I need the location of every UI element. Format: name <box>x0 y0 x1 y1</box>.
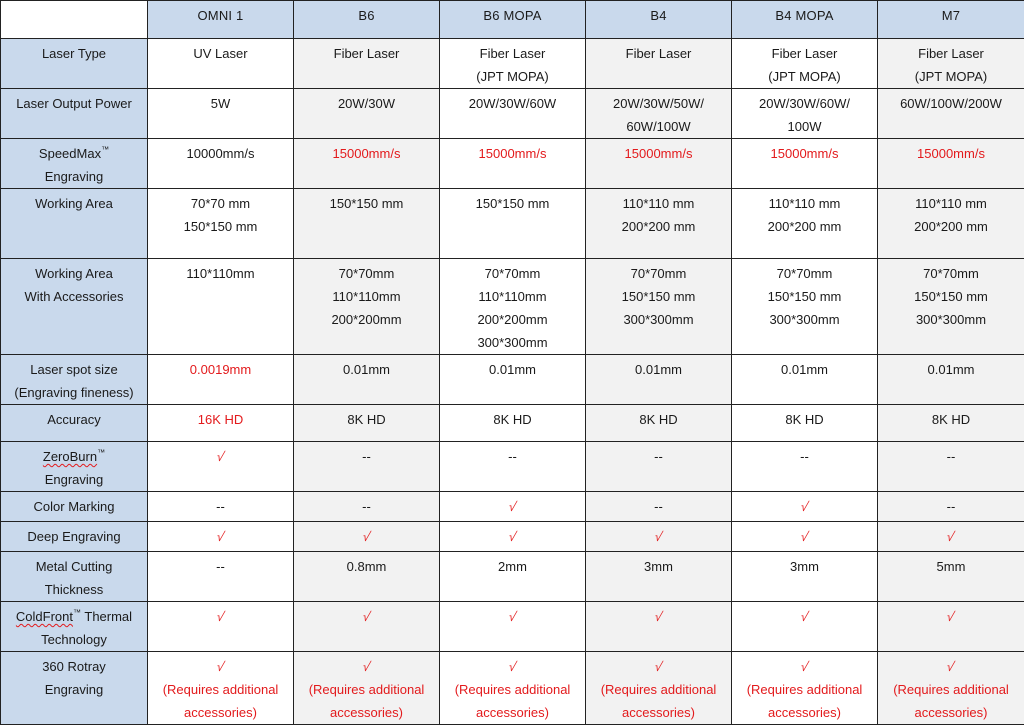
column-header-b4-mopa: B4 MOPA <box>732 1 878 39</box>
table-cell <box>732 259 878 355</box>
cell-text: 110*110 mm <box>588 192 729 215</box>
row-label-laser-type <box>1 39 148 89</box>
checkmark-icon: √ <box>506 655 519 678</box>
table-cell <box>294 139 440 189</box>
cell-text: 200*200 mm <box>880 215 1022 238</box>
row-label-line: ZeroBurn™ <box>3 445 145 468</box>
table-row-metal-cutting-thickness <box>1 552 1024 602</box>
table-row-zeroburn-engraving <box>1 442 1024 492</box>
table-cell <box>878 39 1024 89</box>
table-cell <box>586 89 732 139</box>
cell-text: 100W <box>734 115 875 138</box>
table-cell <box>148 39 294 89</box>
table-cell <box>440 552 586 602</box>
row-label-zeroburn-engraving <box>1 442 148 492</box>
cell-text: 16K HD <box>150 408 291 431</box>
cell-text: 150*150 mm <box>150 215 291 238</box>
cell-text: 0.01mm <box>442 358 583 381</box>
table-cell <box>294 89 440 139</box>
table-cell <box>148 652 294 725</box>
table-cell <box>732 39 878 89</box>
table-cell <box>440 355 586 405</box>
checkmark-icon: √ <box>944 525 957 548</box>
table-cell <box>148 442 294 492</box>
table-cell <box>586 139 732 189</box>
cell-text: 5W <box>150 92 291 115</box>
cell-text: 60W/100W <box>588 115 729 138</box>
table-cell <box>586 355 732 405</box>
cell-text: 5mm <box>880 555 1022 578</box>
cell-text: accessories) <box>588 701 729 724</box>
column-header-omni-1: OMNI 1 <box>148 1 294 39</box>
cell-text: 110*110 mm <box>734 192 875 215</box>
table-cell <box>878 602 1024 652</box>
table-cell <box>732 552 878 602</box>
cell-text: 200*200 mm <box>734 215 875 238</box>
row-label-line: Laser Type <box>3 42 145 65</box>
row-label-line: Engraving <box>3 678 145 701</box>
cell-text: accessories) <box>442 701 583 724</box>
cell-text: 0.01mm <box>296 358 437 381</box>
table-cell <box>440 652 586 725</box>
row-label-color-marking <box>1 492 148 522</box>
checkmark-icon: √ <box>798 605 811 628</box>
cell-text: 200*200mm <box>296 308 437 331</box>
column-header-b6-mopa: B6 MOPA <box>440 1 586 39</box>
table-cell <box>732 355 878 405</box>
cell-text: (JPT MOPA) <box>880 65 1022 88</box>
table-cell <box>294 355 440 405</box>
table-cell <box>294 552 440 602</box>
table-cell <box>878 259 1024 355</box>
cell-text: 70*70mm <box>442 262 583 285</box>
table-cell <box>148 522 294 552</box>
table-cell <box>586 652 732 725</box>
row-label-line: Thickness <box>3 578 145 601</box>
checkmark-icon: √ <box>214 445 227 468</box>
row-label-line: Metal Cutting <box>3 555 145 578</box>
row-label-line: ColdFront™ Thermal <box>3 605 145 628</box>
cell-text: 200*200 mm <box>588 215 729 238</box>
cell-text: 20W/30W/60W <box>442 92 583 115</box>
table-cell <box>440 405 586 442</box>
cell-text: 15000mm/s <box>880 142 1022 165</box>
checkmark-icon: √ <box>652 605 665 628</box>
table-cell <box>440 139 586 189</box>
row-label-line: (Engraving fineness) <box>3 381 145 404</box>
table-cell <box>440 602 586 652</box>
table-body <box>1 1 1024 725</box>
table-row-laser-output-power <box>1 89 1024 139</box>
table-row-working-area-with-accessories <box>1 259 1024 355</box>
table-row-360-rotray-engraving <box>1 652 1024 725</box>
cell-text: 8K HD <box>880 408 1022 431</box>
table-cell <box>440 39 586 89</box>
table-cell <box>148 259 294 355</box>
checkmark-icon: √ <box>798 655 811 678</box>
row-label-line: With Accessories <box>3 285 145 308</box>
cell-text: 70*70mm <box>588 262 729 285</box>
table-cell <box>148 189 294 259</box>
cell-text: 20W/30W/60W/ <box>734 92 875 115</box>
checkmark-icon: √ <box>944 655 957 678</box>
cell-text: 8K HD <box>734 408 875 431</box>
row-label-line: Engraving <box>3 165 145 188</box>
cell-text: (JPT MOPA) <box>442 65 583 88</box>
cell-text: 300*300mm <box>734 308 875 331</box>
table-cell <box>294 492 440 522</box>
table-cell <box>148 552 294 602</box>
cell-text: 0.01mm <box>734 358 875 381</box>
row-label-360-rotray-engraving <box>1 652 148 725</box>
checkmark-icon: √ <box>360 655 373 678</box>
table-cell <box>148 602 294 652</box>
table-cell <box>294 39 440 89</box>
table-row-speedmax-engraving <box>1 139 1024 189</box>
table-cell <box>732 602 878 652</box>
cell-text: 15000mm/s <box>442 142 583 165</box>
cell-text: accessories) <box>296 701 437 724</box>
table-cell <box>440 89 586 139</box>
cell-text: 15000mm/s <box>296 142 437 165</box>
cell-text: (JPT MOPA) <box>734 65 875 88</box>
cell-text: 0.0019mm <box>150 358 291 381</box>
table-cell <box>878 442 1024 492</box>
table-cell <box>148 89 294 139</box>
table-cell <box>294 189 440 259</box>
table-cell <box>732 442 878 492</box>
row-label-metal-cutting-thickness <box>1 552 148 602</box>
cell-text: 300*300mm <box>588 308 729 331</box>
cell-text: -- <box>150 555 291 578</box>
cell-text: (Requires additional <box>296 678 437 701</box>
table-cell <box>878 139 1024 189</box>
cell-text: Fiber Laser <box>296 42 437 65</box>
table-row-deep-engraving <box>1 522 1024 552</box>
table-cell <box>732 189 878 259</box>
row-label-line: Deep Engraving <box>3 525 145 548</box>
row-label-line: Technology <box>3 628 145 651</box>
checkmark-icon: √ <box>214 655 227 678</box>
table-cell <box>586 39 732 89</box>
cell-text: -- <box>880 495 1022 518</box>
column-header-b6: B6 <box>294 1 440 39</box>
cell-text: 150*150 mm <box>442 192 583 215</box>
checkmark-icon: √ <box>944 605 957 628</box>
cell-text: -- <box>296 495 437 518</box>
row-label-line: Laser Output Power <box>3 92 145 115</box>
cell-text: -- <box>442 445 583 468</box>
checkmark-icon: √ <box>360 525 373 548</box>
row-label-working-area-with-accessories <box>1 259 148 355</box>
table-row-accuracy <box>1 405 1024 442</box>
cell-text: 15000mm/s <box>734 142 875 165</box>
cell-text: Fiber Laser <box>880 42 1022 65</box>
table-cell <box>294 652 440 725</box>
cell-text: (Requires additional <box>880 678 1022 701</box>
cell-text: 0.01mm <box>880 358 1022 381</box>
cell-text: 150*150 mm <box>734 285 875 308</box>
table-cell <box>878 522 1024 552</box>
cell-text: 110*110 mm <box>880 192 1022 215</box>
table-cell <box>586 522 732 552</box>
table-cell <box>586 189 732 259</box>
row-label-working-area <box>1 189 148 259</box>
cell-text: 150*150 mm <box>880 285 1022 308</box>
row-label-accuracy <box>1 405 148 442</box>
cell-text: -- <box>150 495 291 518</box>
row-label-line: SpeedMax™ <box>3 142 145 165</box>
table-cell <box>586 492 732 522</box>
cell-text: 0.8mm <box>296 555 437 578</box>
cell-text: 300*300mm <box>880 308 1022 331</box>
table-row-working-area <box>1 189 1024 259</box>
row-label-line: Engraving <box>3 468 145 491</box>
table-row-coldfront-thermal-technology <box>1 602 1024 652</box>
table-cell <box>294 522 440 552</box>
table-cell <box>586 405 732 442</box>
cell-text: Fiber Laser <box>442 42 583 65</box>
table-cell <box>294 259 440 355</box>
table-row-color-marking <box>1 492 1024 522</box>
cell-text: 3mm <box>588 555 729 578</box>
corner-cell <box>1 1 148 39</box>
checkmark-icon: √ <box>214 525 227 548</box>
table-cell <box>878 89 1024 139</box>
table-cell <box>586 442 732 492</box>
cell-text: accessories) <box>734 701 875 724</box>
column-header-m7: M7 <box>878 1 1024 39</box>
row-label-line: Accuracy <box>3 408 145 431</box>
row-label-speedmax-engraving <box>1 139 148 189</box>
table-row-laser-type <box>1 39 1024 89</box>
cell-text: 8K HD <box>588 408 729 431</box>
table-cell <box>732 522 878 552</box>
cell-text: 8K HD <box>296 408 437 431</box>
cell-text: -- <box>734 445 875 468</box>
cell-text: accessories) <box>880 701 1022 724</box>
row-label-deep-engraving <box>1 522 148 552</box>
column-header-b4: B4 <box>586 1 732 39</box>
table-cell <box>148 492 294 522</box>
cell-text: 110*110mm <box>296 285 437 308</box>
cell-text: 70*70mm <box>880 262 1022 285</box>
cell-text: (Requires additional <box>734 678 875 701</box>
cell-text: 200*200mm <box>442 308 583 331</box>
table-cell <box>148 355 294 405</box>
table-cell <box>294 602 440 652</box>
cell-text: 70*70mm <box>734 262 875 285</box>
table-cell <box>148 405 294 442</box>
table-cell <box>732 652 878 725</box>
cell-text: Fiber Laser <box>734 42 875 65</box>
cell-text: -- <box>588 445 729 468</box>
table-cell <box>294 442 440 492</box>
row-label-line: Laser spot size <box>3 358 145 381</box>
header-row <box>1 1 1024 39</box>
row-label-line: Working Area <box>3 192 145 215</box>
row-label-laser-spot-size <box>1 355 148 405</box>
checkmark-icon: √ <box>798 495 811 518</box>
cell-text: 10000mm/s <box>150 142 291 165</box>
table-cell <box>878 189 1024 259</box>
checkmark-icon: √ <box>214 605 227 628</box>
cell-text: (Requires additional <box>150 678 291 701</box>
table-cell <box>732 89 878 139</box>
table-cell <box>878 492 1024 522</box>
row-label-laser-output-power <box>1 89 148 139</box>
row-label-line: Color Marking <box>3 495 145 518</box>
table-cell <box>440 259 586 355</box>
table-cell <box>294 405 440 442</box>
cell-text: UV Laser <box>150 42 291 65</box>
table-cell <box>440 189 586 259</box>
cell-text: 8K HD <box>442 408 583 431</box>
table-cell <box>440 492 586 522</box>
table-cell <box>878 552 1024 602</box>
cell-text: -- <box>588 495 729 518</box>
table-row-laser-spot-size <box>1 355 1024 405</box>
cell-text: 110*110mm <box>442 285 583 308</box>
cell-text: 20W/30W/50W/ <box>588 92 729 115</box>
cell-text: 60W/100W/200W <box>880 92 1022 115</box>
row-label-line: Working Area <box>3 262 145 285</box>
cell-text: 110*110mm <box>150 262 291 285</box>
table-cell <box>148 139 294 189</box>
cell-text: 70*70 mm <box>150 192 291 215</box>
table-cell <box>586 259 732 355</box>
cell-text: accessories) <box>150 701 291 724</box>
table-cell <box>878 405 1024 442</box>
checkmark-icon: √ <box>798 525 811 548</box>
table-cell <box>732 492 878 522</box>
cell-text: 20W/30W <box>296 92 437 115</box>
checkmark-icon: √ <box>652 525 665 548</box>
checkmark-icon: √ <box>506 525 519 548</box>
table-cell <box>586 602 732 652</box>
cell-text: 3mm <box>734 555 875 578</box>
cell-text: 0.01mm <box>588 358 729 381</box>
row-label-line: 360 Rotray <box>3 655 145 678</box>
table-cell <box>440 442 586 492</box>
cell-text: 70*70mm <box>296 262 437 285</box>
cell-text: -- <box>296 445 437 468</box>
checkmark-icon: √ <box>506 495 519 518</box>
cell-text: 300*300mm <box>442 331 583 354</box>
cell-text: Fiber Laser <box>588 42 729 65</box>
cell-text: 150*150 mm <box>588 285 729 308</box>
cell-text: (Requires additional <box>442 678 583 701</box>
cell-text: 150*150 mm <box>296 192 437 215</box>
checkmark-icon: √ <box>652 655 665 678</box>
table-cell <box>732 405 878 442</box>
table-cell <box>878 652 1024 725</box>
cell-text: 2mm <box>442 555 583 578</box>
table-cell <box>586 552 732 602</box>
table-cell <box>440 522 586 552</box>
table-cell <box>732 139 878 189</box>
cell-text: (Requires additional <box>588 678 729 701</box>
cell-text: -- <box>880 445 1022 468</box>
row-label-coldfront-thermal-technology <box>1 602 148 652</box>
checkmark-icon: √ <box>506 605 519 628</box>
cell-text: 15000mm/s <box>588 142 729 165</box>
table-cell <box>878 355 1024 405</box>
checkmark-icon: √ <box>360 605 373 628</box>
